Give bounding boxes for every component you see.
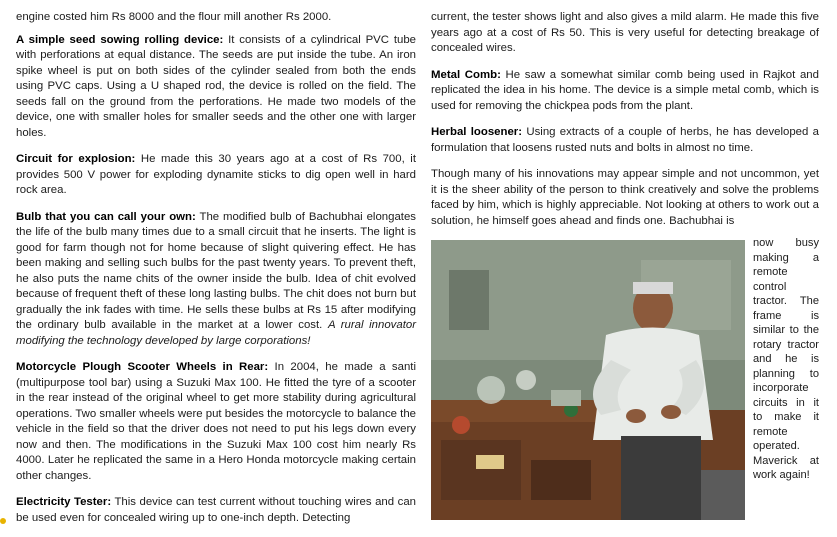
right-column xyxy=(431,10,819,520)
motorcycle-plough-heading: Motorcycle Plough Scooter Wheels in Rear: xyxy=(16,361,269,373)
closing-paragraph xyxy=(431,167,819,229)
metal-comb-heading: Metal Comb: xyxy=(431,68,501,81)
herbal-loosener-paragraph xyxy=(431,125,819,156)
closing-text: Though many of his innovations may appear simple and not uncommon, yet it is the sheer ability of the person to think creatively and solve the problems faced by him, which is highly appreciable. Not looking at others to work out a solution, he himself goes ahead and finds one. xyxy=(431,168,819,227)
bulb-paragraph xyxy=(16,210,416,350)
metal-comb-text: He saw a somewhat similar comb being used in Rajkot and replicated the idea in his home. The device is a simple metal comb, which is used for removing the chickpea pods from the plant. xyxy=(431,68,819,112)
corner-dot-decoration xyxy=(0,518,6,524)
seed-sowing-paragraph xyxy=(16,33,416,142)
seed-sowing-text: It consists of a cylindrical PVC tube with perforations at equal distance. The seeds are put inside the tube. An iron spike wheel is put on both sides of the cylinder sealed from both the ends using PVC caps. Using a U shaped rod, the device is rolled on the field. The seeds fall on the ground from the perforations. He made two models of the device, one with smaller holes for smaller seeds and the other one with larger holes. xyxy=(16,33,417,139)
bulb-heading: Bulb that you can call your own: xyxy=(16,210,196,223)
herbal-loosener-text: Using extracts of a couple of herbs, he has developed a formulation that loosens rusted nuts and bolts in almost no time. xyxy=(431,126,820,154)
motorcycle-plough-paragraph xyxy=(16,360,416,484)
electricity-tester-paragraph xyxy=(16,495,416,526)
left-column xyxy=(16,10,416,537)
innovator-photo xyxy=(431,240,745,520)
left-intro-paragraph: engine costed him Rs 8000 and the flour mill another Rs 2000. xyxy=(16,11,332,23)
circuit-explosion-text: He made this 30 years ago at a cost of Rs 700, it provides 500 V power for exploding dynamite sticks to dig open well in hard rock area. xyxy=(16,153,417,196)
photo-side-text: now busy making a remote control tractor. The frame is similar to the rotary tractor and he is planning to incorporate circuits in it to make it remote operated. Maverick at work again! xyxy=(753,237,819,481)
seed-sowing-heading: A simple seed sowing rolling device: xyxy=(16,33,224,46)
electricity-tester-heading: Electricity Tester: xyxy=(16,496,112,508)
electricity-tester-text: This device can test current without touching wires and can be used even for concealed wiring up to one-inch depth. Detecting xyxy=(16,496,416,524)
motorcycle-plough-text: In 2004, he made a santi (multipurpose tool bar) using a Suzuki Max 100. He fitted the tyre of a scooter in the rear instead of the original wheel to get more stability during agricultural operations. Two smaller wheels were put besides the motorcycle to balance the vehicle in the field so that the driver does not need to put his legs down every now and then. The modifications in the Suzuki Max 100 cost him nearly Rs 4000. Later he replicated the same in a Hero Honda motorcycle making certain other changes. xyxy=(16,361,416,482)
herbal-loosener-heading: Herbal loosener: xyxy=(431,126,523,138)
closing-tail-text: Bachubhai is xyxy=(665,214,735,227)
photo-with-caption-block xyxy=(431,236,819,483)
circuit-explosion-paragraph xyxy=(16,152,416,199)
bulb-text: The modified bulb of Bachubhai elongates the life of the bulb many times due to a small circuit that he inserts. The light is good for farm though not for home because of slight quivering effect. He has been making and selling such bulbs for the past twenty years. To prevent theft, he also puts the name chits of the owner inside the bulb. Idea of chit evolved because of frequent theft of these long lasting bulbs. The chit does not burn but gradually the ink fades with time. He sells these bulbs at Rs 15 after modifying the ordinary bulb available in the market at a lower cost. xyxy=(16,210,416,331)
innovator-workshop-illustration xyxy=(431,240,745,520)
bulb-italic-remark: A rural innovator modifying the technology developed by large corporations! xyxy=(16,319,416,347)
right-intro-paragraph: current, the tester shows light and also gives a mild alarm. He made this five years ago at a cost of Rs 50. This is very useful for detecting breakage of concealed wires. xyxy=(431,11,819,54)
metal-comb-paragraph xyxy=(431,68,819,115)
circuit-explosion-heading: Circuit for explosion: xyxy=(16,153,136,165)
